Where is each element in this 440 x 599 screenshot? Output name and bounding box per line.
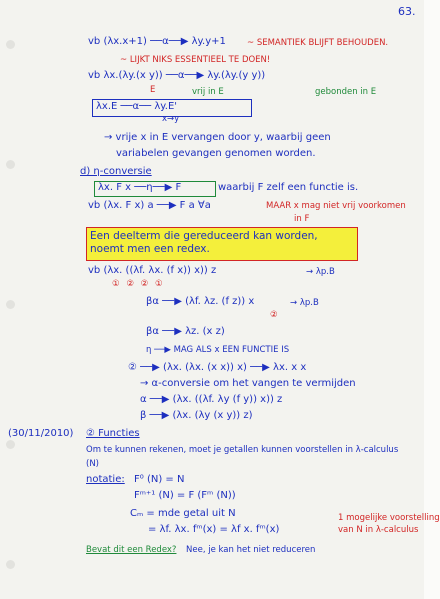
line-14: ② ──▶ (λx. (λx. (x x)) x) ──▶ λx. x x — [128, 362, 307, 373]
line-8: λx. F x ──η──▶ F — [98, 182, 182, 193]
line-3-e: E — [150, 85, 156, 95]
line-11-note: → λp.B — [290, 298, 319, 308]
line-4: λx.E ──α── λy.E' — [96, 101, 178, 112]
line-22: Cₘ = mde getal uit N — [130, 508, 236, 519]
line-21: Fᵐ⁺¹ (N) = F (Fᵐ (N)) — [134, 490, 236, 501]
line-10-note: → λp.B — [306, 267, 335, 277]
line-2: ~ LIJKT NIKS ESSENTIEEL TE DOEN! — [120, 55, 271, 65]
binder-holes — [6, 0, 18, 599]
binder-hole — [6, 40, 15, 49]
line-19: (N) — [86, 459, 99, 469]
line-1: vb (λx.x+1) ──α──▶ λy.y+1 — [88, 36, 226, 47]
line-3: vb λx.(λy.(x y)) ──α──▶ λy.(λy.(y y)) — [88, 70, 266, 81]
line-11-number: ② — [270, 310, 278, 320]
section-heading: ② Functies — [86, 428, 140, 439]
line-23: = λf. λx. fᵐ(x) = λf x. fᵐ(x) — [148, 524, 280, 535]
binder-hole — [6, 440, 15, 449]
notation-label: notatie: — [86, 474, 125, 485]
line-16: α ──▶ (λx. ((λf. λy (f y)) x)) z — [140, 394, 283, 405]
line-10: vb (λx. ((λf. λx. (f x)) x)) z — [88, 265, 217, 276]
line-17: β ──▶ (λx. (λy (x y)) z) — [140, 410, 253, 421]
binder-hole — [6, 160, 15, 169]
line-8b: waarbij F zelf een functie is. — [218, 182, 359, 193]
line-9-inf: in F — [294, 214, 310, 224]
line-15: → α-conversie om het vangen te vermijden — [140, 378, 356, 389]
line-23-note-1: 1 mogelijke voorstelling — [338, 513, 440, 523]
line-10-numbers: ① ② ② ① — [112, 279, 165, 289]
question: Bevat dit een Redex? — [86, 545, 177, 555]
line-12: βα ──▶ λz. (x z) — [146, 326, 225, 337]
line-9: vb (λx. F x) a ──▶ F a ∀a — [88, 200, 211, 211]
page-number: 63. — [398, 5, 416, 18]
line-6: variabelen gevangen genomen worden. — [116, 148, 316, 159]
line-18: Om te kunnen rekenen, moet je getallen kunnen voorstellen in λ-calculus — [86, 445, 399, 455]
line-3-vrij: vrij in E — [192, 87, 224, 97]
binder-hole — [6, 300, 15, 309]
line-23-note-2: van N in λ-calculus — [338, 525, 419, 535]
line-20: F⁰ (N) = N — [134, 474, 185, 485]
binder-hole — [6, 560, 15, 569]
line-7: d) η-conversie — [80, 166, 152, 177]
redex-definition: Een deelterm die gereduceerd kan worden, noemt men een redex. — [90, 230, 318, 255]
line-3-gebonden: gebonden in E — [315, 87, 377, 97]
line-13: η ──▶ MAG ALS x EEN FUNCTIE IS — [146, 345, 290, 355]
line-9-maar: MAAR x mag niet vrij voorkomen — [266, 201, 406, 211]
line-11: βα ──▶ (λf. λz. (f z)) x — [146, 296, 255, 307]
margin-date: (30/11/2010) — [8, 428, 74, 439]
line-1-note: ~ SEMANTIEK BLIJFT BEHOUDEN. — [247, 38, 389, 48]
line-5: → vrije x in E vervangen door y, waarbij geen — [104, 132, 331, 143]
answer: Nee, je kan het niet reduceren — [186, 545, 316, 555]
line-4-sub: x→y — [162, 114, 180, 124]
